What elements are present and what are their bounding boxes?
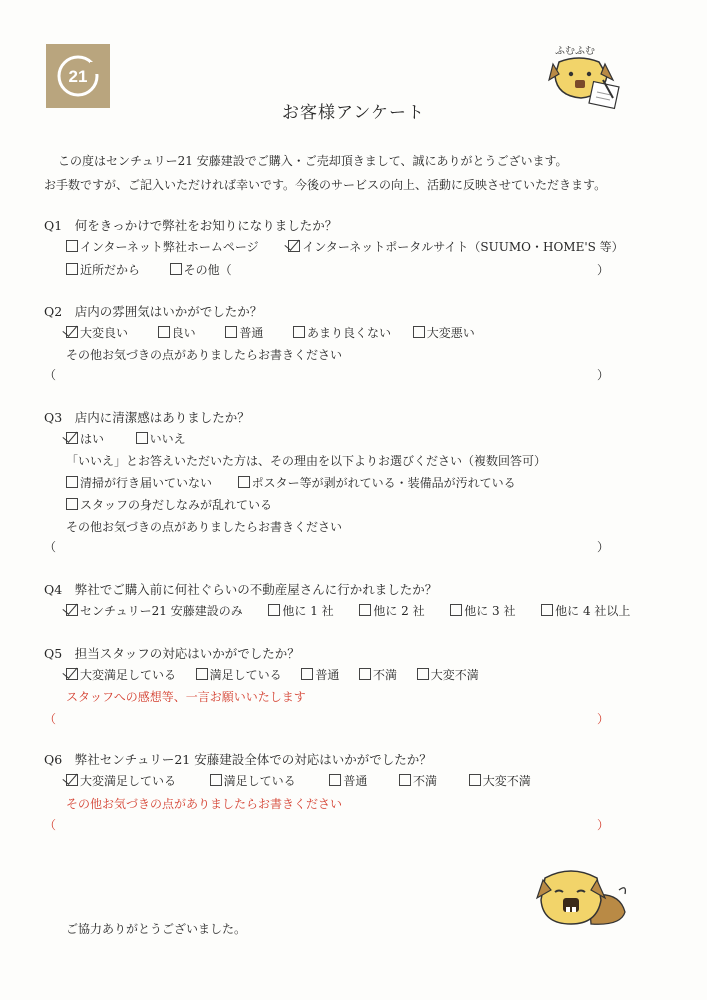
q2-label: Q2 店内の雰囲気はいかがでしたか？ xyxy=(44,304,263,319)
q6-comment-open-paren: （ xyxy=(44,818,57,832)
q3-checkbox-posters[interactable] xyxy=(238,476,250,488)
q1-option-row-2 xyxy=(66,261,232,278)
q1-checkbox-nearby[interactable] xyxy=(66,263,78,275)
q6-checkbox-very-unsatisfied[interactable] xyxy=(469,774,481,786)
q3-reason-posters: ポスター等が剥がれている・装備品が汚れている xyxy=(251,476,516,490)
q5-checkbox-very-satisfied[interactable] xyxy=(66,668,78,680)
q4-option-4-plus: 他に 4 社以上 xyxy=(555,604,631,618)
q6-label: Q6 弊社センチュリー21 安藤建設全体での対応はいかがでしたか？ xyxy=(44,752,432,767)
q5-comment-open-paren: （ xyxy=(44,712,57,726)
q3-checkbox-yes[interactable] xyxy=(66,432,78,444)
q4-checkbox-4-plus[interactable] xyxy=(541,604,553,616)
q3-reason-note: 「いいえ」とお答えいただいた方は、その理由を以下よりお選びください（複数回答可） xyxy=(66,454,547,468)
q5-option-very-unsatisfied: 大変不満 xyxy=(430,668,479,682)
q3-comment-prompt: その他お気づきの点がありましたらお書きください xyxy=(66,520,343,534)
q5-checkbox-satisfied[interactable] xyxy=(196,668,208,680)
q4-checkbox-3-more[interactable] xyxy=(450,604,462,616)
q1-checkbox-portal[interactable] xyxy=(288,240,300,252)
q6-option-unsatisfied: 不満 xyxy=(413,774,438,788)
q4-label: Q4 弊社でご購入前に何社ぐらいの不動産屋さんに行かれましたか？ xyxy=(44,582,438,597)
q4-option-only-us: センチュリー21 安藤建設のみ xyxy=(80,604,243,618)
q2-option-very-good: 大変良い xyxy=(80,326,129,340)
q1-checkbox-homepage[interactable] xyxy=(66,240,78,252)
q3-reason-row-2 xyxy=(66,496,272,513)
q5-comment-close-paren: ） xyxy=(597,712,610,726)
q5-checkbox-normal[interactable] xyxy=(301,668,313,680)
q2-checkbox-normal[interactable] xyxy=(225,326,237,338)
q2-comment-open-paren: （ xyxy=(44,368,57,382)
q2-options xyxy=(66,324,475,341)
q3-checkbox-cleaning[interactable] xyxy=(66,476,78,488)
page-title: お客様アンケート xyxy=(282,103,425,123)
q5-checkbox-unsatisfied[interactable] xyxy=(359,668,371,680)
q2-option-very-bad: 大変悪い xyxy=(426,326,475,340)
intro-line-1: この度はセンチュリー21 安藤建設でご購入・ご売却頂きまして、誠にありがとうございます。 xyxy=(58,154,568,168)
mascot-caption: ふむふむ xyxy=(555,46,595,57)
q3-comment-close-paren: ） xyxy=(597,540,610,554)
q2-checkbox-not-so-good[interactable] xyxy=(293,326,305,338)
q4-checkbox-only-us[interactable] xyxy=(66,604,78,616)
q6-checkbox-satisfied[interactable] xyxy=(210,774,222,786)
q1-checkbox-other[interactable] xyxy=(170,263,182,275)
logo-text: 21 xyxy=(68,67,88,86)
q4-options xyxy=(66,602,630,619)
q5-comment-field[interactable] xyxy=(62,706,592,726)
q1-option-row-1 xyxy=(66,238,624,255)
intro-line-2: お手数ですが、ご記入いただければ幸いです。今後のサービスの向上、活動に反映させていただきます。 xyxy=(44,178,607,192)
q3-reason-cleaning: 清掃が行き届いていない xyxy=(80,476,213,490)
q6-options xyxy=(66,772,531,789)
q2-checkbox-very-bad[interactable] xyxy=(413,326,425,338)
q6-option-very-satisfied: 大変満足している xyxy=(80,774,177,788)
q1-label: Q1 何をきっかけで弊社をお知りになりましたか？ xyxy=(44,218,338,233)
q4-checkbox-2-more[interactable] xyxy=(359,604,371,616)
q1-option-other: その他（ xyxy=(183,263,232,277)
q1-option-nearby: 近所だから xyxy=(80,263,141,277)
q6-comment-close-paren: ） xyxy=(597,818,610,832)
q3-checkbox-no[interactable] xyxy=(136,432,148,444)
q6-comment-prompt: その他お気づきの点がありましたらお書きください xyxy=(66,797,343,811)
q1-other-close-paren: ） xyxy=(597,263,610,277)
q2-comment-close-paren: ） xyxy=(597,368,610,382)
q5-label: Q5 担当スタッフの対応はいかがでしたか？ xyxy=(44,646,300,661)
q5-option-satisfied: 満足している xyxy=(209,668,282,682)
q5-options xyxy=(66,666,479,683)
q6-comment-field[interactable] xyxy=(62,812,592,832)
q6-option-very-unsatisfied: 大変不満 xyxy=(482,774,531,788)
q3-reason-grooming: スタッフの身だしなみが乱れている xyxy=(80,498,273,512)
q6-option-satisfied: 満足している xyxy=(223,774,296,788)
q1-option-homepage: インターネット弊社ホームページ xyxy=(80,240,259,254)
q2-checkbox-very-good[interactable] xyxy=(66,326,78,338)
q3-label: Q3 店内に清潔感はありましたか？ xyxy=(44,410,250,425)
q4-option-1-more: 他に 1 社 xyxy=(282,604,334,618)
q5-option-very-satisfied: 大変満足している xyxy=(80,668,177,682)
q6-checkbox-very-satisfied[interactable] xyxy=(66,774,78,786)
q5-option-normal: 普通 xyxy=(315,668,340,682)
q2-comment-prompt: その他お気づきの点がありましたらお書きください xyxy=(66,348,343,362)
q4-option-3-more: 他に 3 社 xyxy=(464,604,516,618)
q3-option-no: いいえ xyxy=(149,432,186,446)
q3-option-yes: はい xyxy=(80,432,105,446)
q2-option-normal: 普通 xyxy=(239,326,264,340)
q2-comment-field[interactable] xyxy=(62,362,592,382)
q4-option-2-more: 他に 2 社 xyxy=(373,604,425,618)
q6-checkbox-unsatisfied[interactable] xyxy=(399,774,411,786)
q3-options xyxy=(66,430,186,447)
q3-checkbox-grooming[interactable] xyxy=(66,498,78,510)
q5-checkbox-very-unsatisfied[interactable] xyxy=(417,668,429,680)
q3-comment-field[interactable] xyxy=(62,534,592,554)
q3-comment-open-paren: （ xyxy=(44,540,57,554)
q4-checkbox-1-more[interactable] xyxy=(268,604,280,616)
q5-comment-prompt: スタッフへの感想等、一言お願いいたします xyxy=(66,690,306,704)
q2-option-not-so-good: あまり良くない xyxy=(307,326,392,340)
q2-checkbox-good[interactable] xyxy=(158,326,170,338)
thanks-message: ご協力ありがとうございました。 xyxy=(66,922,247,936)
q3-reason-row-1 xyxy=(66,474,516,491)
q2-option-good: 良い xyxy=(171,326,196,340)
mascot-dog-lying-icon xyxy=(535,860,630,933)
q1-option-portal: インターネットポータルサイト（SUUMO・HOME'S 等） xyxy=(302,240,624,254)
q5-option-unsatisfied: 不満 xyxy=(373,668,398,682)
q6-option-normal: 普通 xyxy=(343,774,368,788)
q6-checkbox-normal[interactable] xyxy=(329,774,341,786)
